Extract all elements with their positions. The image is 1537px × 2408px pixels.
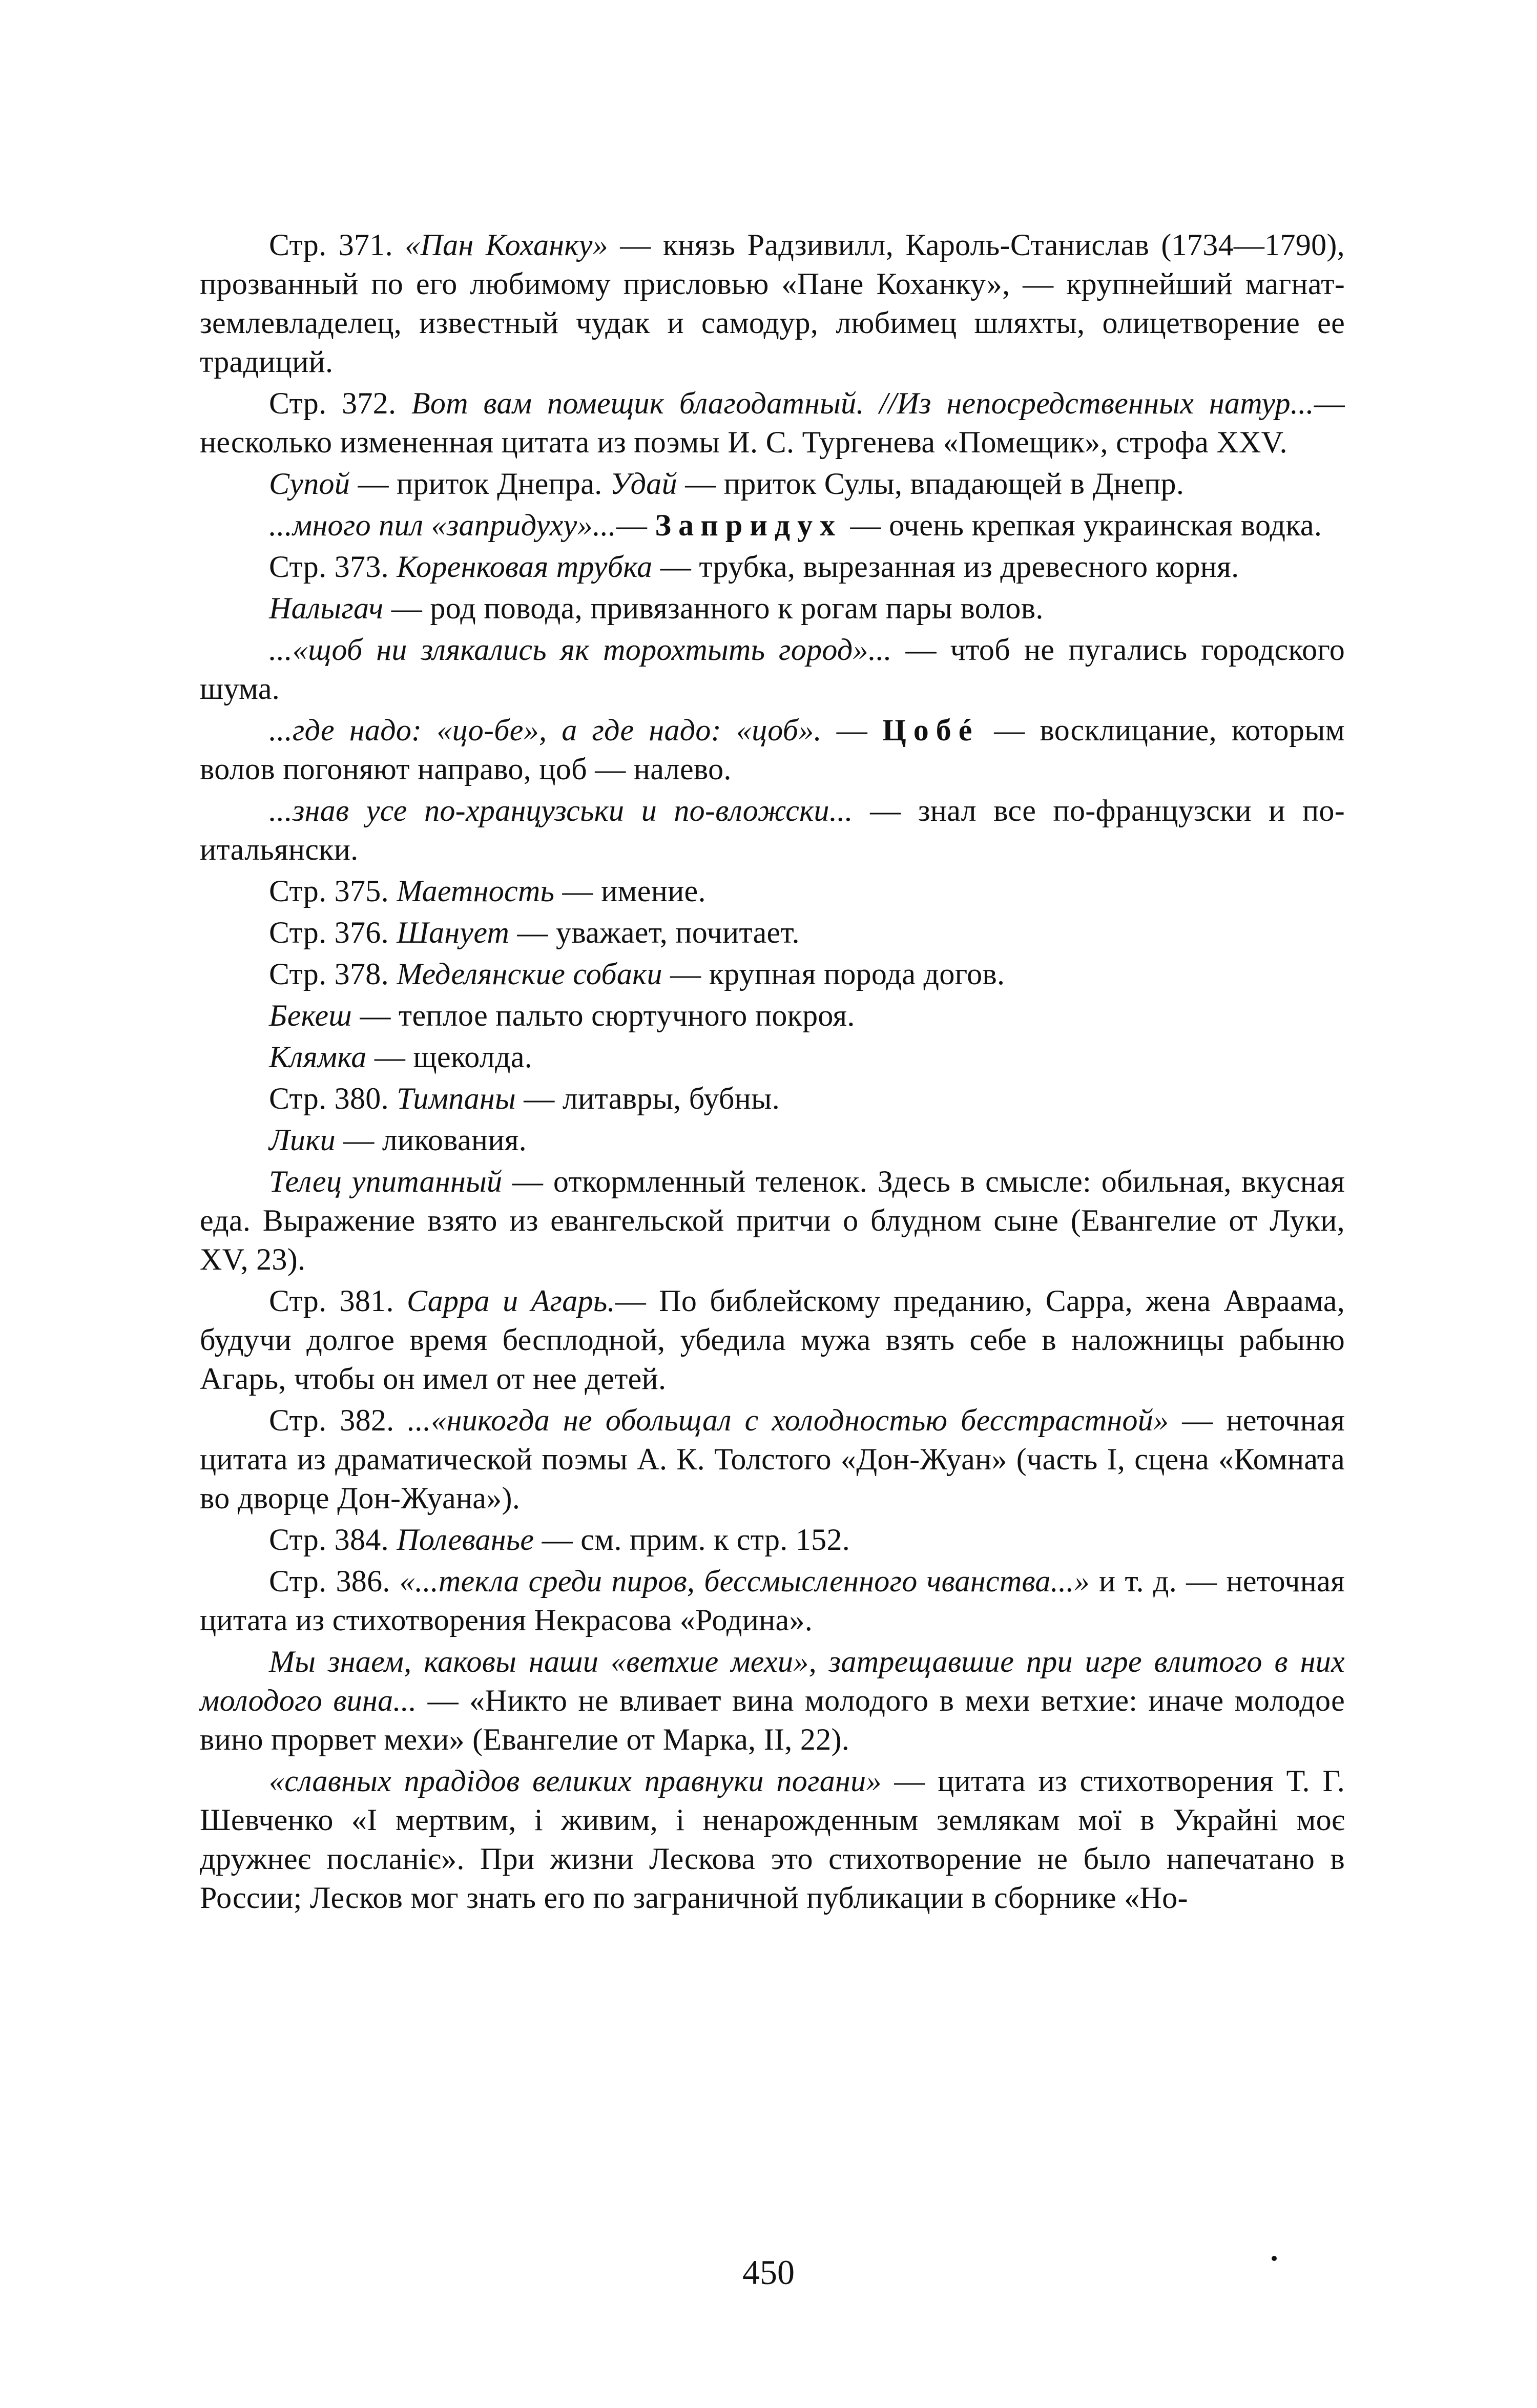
note-text: — щеколда. [366, 1040, 533, 1074]
note-text: — трубка, вырезанная из древесного корня. [652, 550, 1239, 584]
note-text: — По библейскому преданию, Сарра, жена Авраама, будучи долгое время бесплодной, убедила мужа взять себе в наложницы рабыню Агарь, чтобы он имел от нее детей. [200, 1284, 1345, 1396]
note-paragraph [200, 1120, 1345, 1159]
spaced-term: Цобé [882, 713, 980, 747]
note-text: — несколько измененная цитата из поэмы И. С. Тургенева «Помещик», строфа XXV. [200, 386, 1345, 459]
italic-term: ...где надо: «цо-бе», а где надо: «цоб». [269, 713, 822, 747]
note-paragraph [200, 1642, 1345, 1759]
italic-term: Супой [269, 467, 350, 501]
italic-term: ...знав усе по-хранцузськи и по-вложски... [269, 794, 853, 827]
note-text: — уважает, почитает. [509, 916, 800, 949]
italic-term: Сарра и Агарь. [406, 1284, 615, 1318]
note-text: — приток Днепра. [350, 467, 610, 501]
note-paragraph [200, 1520, 1345, 1559]
note-paragraph [200, 547, 1345, 586]
italic-term: Маетность [397, 874, 555, 908]
note-text: Стр. 380. [269, 1082, 397, 1115]
italic-term: Тимпаны [397, 1082, 516, 1115]
note-text: Стр. 381. [269, 1284, 407, 1318]
note-text: и т. д. — неточная цитата из стихотворения Некрасова «Родина». [200, 1564, 1345, 1637]
note-text: Стр. 375. [269, 874, 397, 908]
note-paragraph [200, 954, 1345, 993]
notes-page [200, 225, 1345, 2352]
note-paragraph [200, 589, 1345, 628]
italic-term: ...«щоб ни злякались як торохтыть город»... [269, 633, 892, 667]
note-text: — теплое пальто сюртучного покроя. [352, 999, 855, 1032]
note-paragraph [200, 630, 1345, 708]
note-paragraph [200, 1037, 1345, 1076]
note-paragraph [200, 1281, 1345, 1398]
note-paragraph [200, 384, 1345, 462]
note-text: — имение. [554, 874, 706, 908]
italic-term: «Пан Коханку» [405, 228, 608, 262]
note-text: Стр. 386. [269, 1564, 400, 1598]
italic-term: Налыгач [269, 591, 384, 625]
italic-term: ...«никогда не обольщал с холодностью бесстрастной» [407, 1403, 1169, 1437]
italic-term: Коренковая трубка [397, 550, 653, 584]
italic-term: «славных прадідов великих правнуки погани» [269, 1764, 882, 1798]
note-text: Стр. 376. [269, 916, 397, 949]
note-text: — литавры, бубны. [515, 1082, 780, 1115]
note-text: — род повода, привязанного к рогам пары волов. [383, 591, 1044, 625]
note-text: — ликования. [335, 1123, 527, 1157]
note-paragraph [200, 1401, 1345, 1518]
note-text: Стр. 382. [269, 1403, 408, 1437]
note-text: — князь Радзивилл, Кароль-Станислав (1734—1790), прозванный по его любимому присловью «Пане Коханку», — крупнейший магнат-землевладелец, известный чудак и самодур, любимец шляхты, олицетворение ее традиций. [200, 228, 1345, 379]
italic-term: Бекеш [269, 999, 352, 1032]
note-paragraph [200, 711, 1345, 788]
note-paragraph [200, 464, 1345, 503]
note-text: — [616, 508, 655, 542]
italic-term: «...текла среди пиров, бессмысленного чванства...» [399, 1564, 1090, 1598]
note-text: — крупная порода догов. [662, 957, 1005, 991]
note-text: Стр. 372. [269, 386, 411, 420]
spaced-term: Запридух [655, 508, 843, 542]
italic-term: Удай [610, 467, 677, 501]
note-text: — приток Сулы, впадающей в Днепр. [677, 467, 1185, 501]
note-text: Стр. 373. [269, 550, 397, 584]
note-paragraph [200, 913, 1345, 952]
page-number: 450 [742, 2253, 795, 2292]
italic-term: Шанует [397, 916, 510, 949]
note-paragraph [200, 506, 1345, 545]
note-text: — см. прим. к стр. 152. [534, 1523, 850, 1556]
note-text: — «Никто не вливает вина молодого в мехи ветхие: иначе молодое вино прорвет мехи» (Евангелие от Марка, II, 22). [200, 1684, 1345, 1756]
note-paragraph [200, 1079, 1345, 1118]
note-text: — знал все по-французски и по-итальянски. [200, 794, 1345, 866]
note-text: — [821, 713, 883, 747]
italic-term: Лики [269, 1123, 336, 1157]
note-text: — очень крепкая украинская водка. [842, 508, 1322, 542]
note-text: — цитата из стихотворения Т. Г. Шевченко «І мертвим, і живим, і ненарожденным землякам моï в Украйні моє дружнеє посланіє». При жизни Лескова это стихотворение не было напечатано в России; Лесков мог знать его по заграничной публикации в сборнике «Но- [200, 1764, 1345, 1915]
italic-term: Мы знаем, каковы наши «ветхие мехи», затрещавшие при игре влитого в них молодого вина... [200, 1645, 1345, 1717]
italic-term: Телец упитанный [269, 1165, 503, 1198]
note-paragraph [200, 996, 1345, 1035]
note-text: Стр. 378. [269, 957, 397, 991]
print-speck [1272, 2256, 1277, 2261]
note-paragraph [200, 1562, 1345, 1639]
italic-term: Полеванье [397, 1523, 534, 1556]
note-paragraph [200, 871, 1345, 910]
note-text: — откормленный теленок. Здесь в смысле: обильная, вкусная еда. Выражение взято из евангельской притчи о блудном сыне (Евангелие от Луки, XV, 23). [200, 1165, 1345, 1276]
note-paragraph [200, 1162, 1345, 1279]
note-paragraph [200, 1761, 1345, 1917]
note-text: — неточная цитата из драматической поэмы А. К. Толстого «Дон-Жуан» (часть I, сцена «Комната во дворце Дон-Жуана»). [200, 1403, 1345, 1515]
italic-term: Меделянские собаки [397, 957, 662, 991]
note-text: — восклицание, которым волов погоняют направо, цоб — налево. [200, 713, 1345, 786]
note-paragraph [200, 791, 1345, 869]
italic-term: ...много пил «запридуху»... [269, 508, 616, 542]
note-text: — чтоб не пугались городского шума. [200, 633, 1345, 705]
note-paragraph [200, 225, 1345, 381]
italic-term: Вот вам помещик благодатный. //Из непосредственных натур... [411, 386, 1314, 420]
note-text: Стр. 371. [269, 228, 405, 262]
italic-term: Клямка [269, 1040, 367, 1074]
note-text: Стр. 384. [269, 1523, 397, 1556]
